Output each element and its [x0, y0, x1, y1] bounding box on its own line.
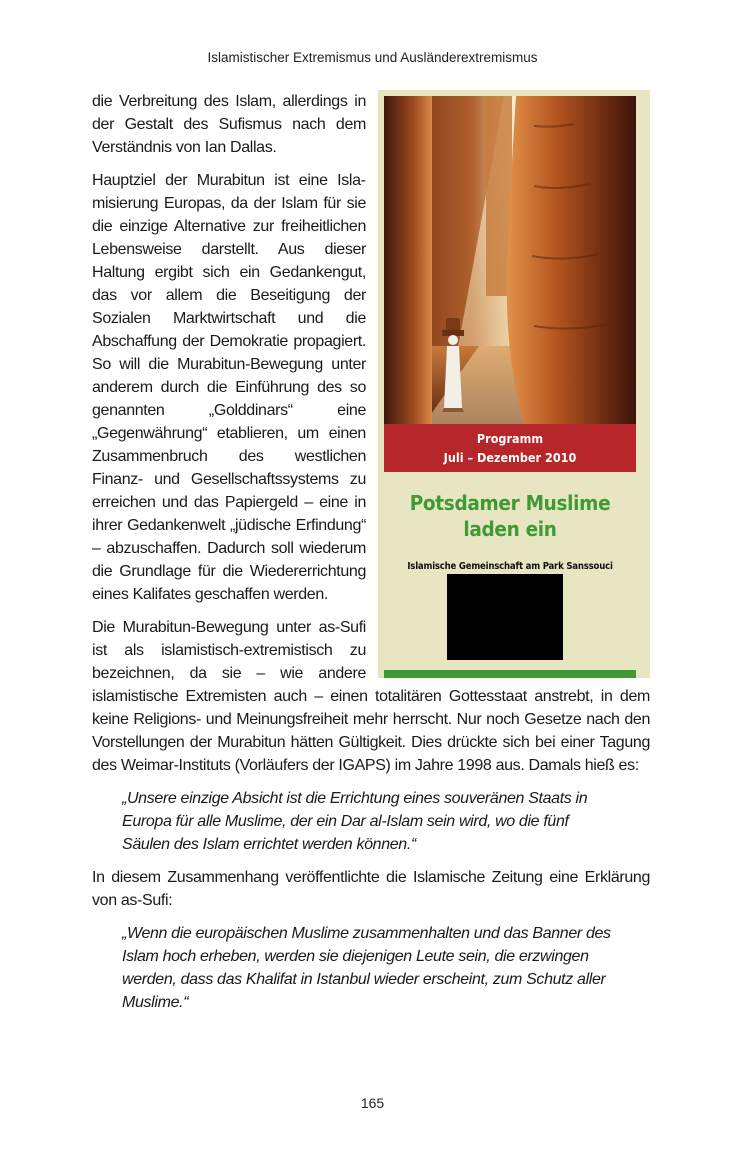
paragraph-4: In diesem Zusammenhang veröffentlichte die Islamische Zeitung eine Erklärung von as-Sufi: — [92, 869, 650, 909]
poster-title-line-2: laden ein — [463, 517, 557, 541]
page-number: 165 — [360, 1095, 385, 1111]
block-quote-2: „Wenn die europäischen Muslime zusammenhalten und das Banner des Islam hoch erheben, werden sie diejenigen Leute sein, die erzwingen werden, dass das Khalifat in Istanbul wieder erscheint, zum Schutz aller Muslime.“ — [122, 925, 611, 1011]
body-text — [92, 90, 650, 1024]
program-band — [384, 424, 636, 472]
paragraph-1: die Verbreitung des Islam, allerdings in der Gestalt des Sufismus nach dem Verständnis von Ian Dallas. — [92, 93, 366, 156]
paragraph-2: Hauptziel der Murabitun ist eine Islamisierung Europas, da der Islam für sie die einzige Alternative zur freiheitlichen Lebensweise darstellt. Aus dieser Haltung ergibt sich ein Gedankengut, das vor allem die Beseitigung der Sozialen Marktwirtschaft und die Abschaffung der Demokratie propagiert. So will die Murabitun-Bewegung unter anderem durch die Einführung des so genannten „Golddinars“ eine „Gegenwährung“ etablieren, um einen Zusammenbruch des westlichen Finanz- und Gesellschaftssystems zu erreichen und das Papiergeld – eine in ihrer Gedankenwelt „jüdische Erfindung“ – abzuschaffen. Dadurch soll wiederum die Grundlage für die Wiedererrichtung eines Kalifates geschaffen werden. — [92, 172, 366, 603]
band-line-1: Programm — [476, 431, 544, 446]
green-strip — [384, 670, 636, 678]
block-quote-1: „Unsere einzige Absicht ist die Errichtung eines souveränen Staats in Europa für alle Muslime, der ein Dar al-Islam sein wird, wo die fünf Säulen des Islam errichtet werden können.“ — [122, 790, 588, 853]
band-line-2: Juli – Dezember 2010 — [443, 450, 577, 465]
poster-figure — [378, 90, 650, 678]
poster-subtitle: Islamische Gemeinschaft am Park Sanssouci — [407, 561, 613, 572]
paragraph-3: Die Murabitun-Bewegung unter as-Sufi ist als islamistisch-extremistisch zu bezeichnen, da sie – wie andere islamistische Extremisten auch – einen totalitären Gottesstaat anstrebt, in dem keine Religions- und Meinungsfreiheit mehr herrscht. Nur noch Gesetze nach den Vorstellungen der Murabitun hätten Gültigkeit. Dies drückte sich bei einer Tagung des Weimar-Instituts (Vorläufers der IGAPS) im Jahre 1998 aus. Damals hieß es: — [92, 619, 650, 774]
redacted-box — [447, 574, 563, 660]
poster-title — [384, 490, 636, 542]
running-header: Islamistischer Extremismus und Ausländerextremismus — [207, 50, 538, 65]
temple-columns-photo — [384, 96, 636, 424]
poster-title-line-1: Potsdamer Muslime — [409, 491, 611, 515]
